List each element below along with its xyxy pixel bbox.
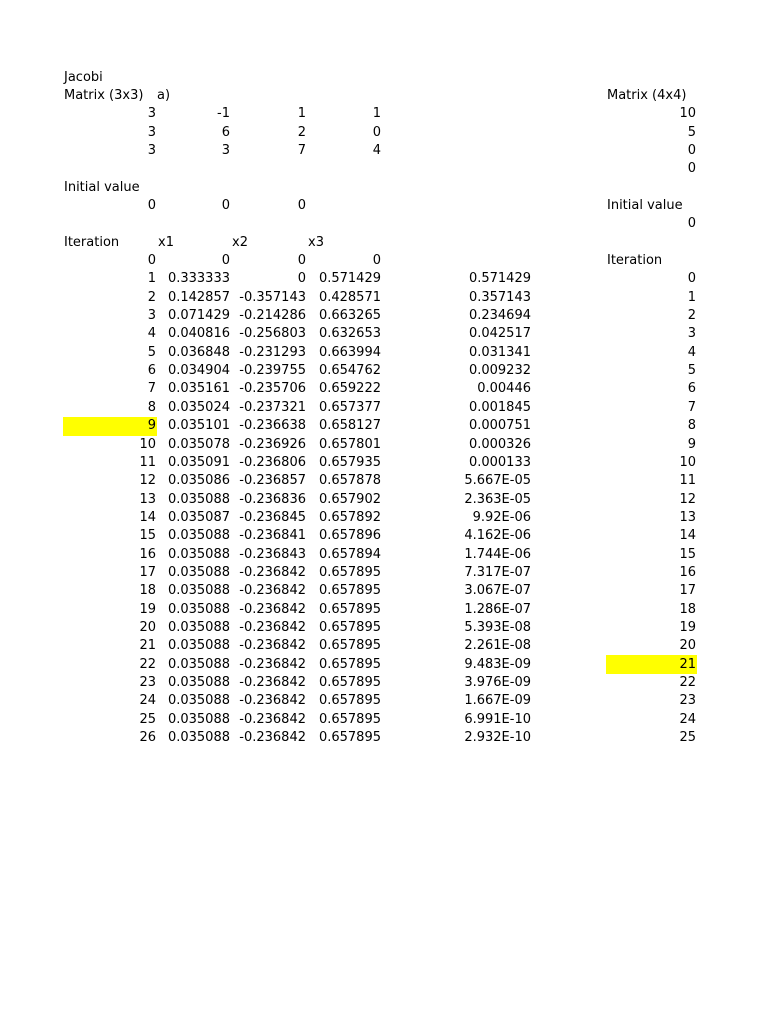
row-21-x1: 0.035088 bbox=[167, 638, 230, 654]
row-19-iteration: 19 bbox=[139, 601, 156, 617]
row-22-x1: 0.035088 bbox=[167, 656, 230, 672]
row-1-x1: 0.333333 bbox=[167, 271, 230, 287]
row-19-error: 1.286E-07 bbox=[464, 601, 531, 617]
right-iteration-21: 21 bbox=[679, 656, 696, 672]
right-iteration-5: 5 bbox=[687, 363, 696, 379]
row-5-iteration: 5 bbox=[147, 344, 156, 360]
right-iteration-24: 24 bbox=[679, 711, 696, 727]
row-26-x1: 0.035088 bbox=[167, 730, 230, 746]
right-iteration-19: 19 bbox=[679, 620, 696, 635]
row-21-x3: 0.657895 bbox=[318, 638, 381, 654]
row-5-x1: 0.036848 bbox=[167, 344, 230, 360]
row-18-x3: 0.657895 bbox=[318, 583, 381, 599]
row-23-x2: -0.236842 bbox=[239, 675, 306, 691]
matrix-cell-r1-c3: 1 bbox=[297, 106, 306, 122]
matrix-cell-r2-c3: 2 bbox=[297, 124, 306, 140]
row-7-x2: -0.235706 bbox=[239, 381, 306, 397]
header-x3: x3 bbox=[308, 234, 324, 250]
row-22-x3: 0.657895 bbox=[318, 656, 381, 672]
right-iteration-16: 16 bbox=[679, 564, 696, 580]
row-22-x2: -0.236842 bbox=[239, 656, 306, 672]
row-14-iteration: 14 bbox=[139, 509, 156, 525]
row-1-iteration: 1 bbox=[147, 271, 156, 287]
row-19-x1: 0.035088 bbox=[167, 601, 230, 617]
initial-value-label: Initial value bbox=[64, 179, 140, 195]
row-3-x2: -0.214286 bbox=[239, 308, 306, 324]
row-24-x1: 0.035088 bbox=[167, 693, 230, 709]
matrix-4x4-cell-1: 10 bbox=[679, 106, 696, 122]
row-6-error: 0.009232 bbox=[468, 363, 531, 379]
header-x2: x2 bbox=[232, 234, 248, 250]
row-3-iteration: 3 bbox=[147, 308, 156, 324]
row-5-error: 0.031341 bbox=[468, 344, 531, 360]
row-20-x2: -0.236842 bbox=[239, 620, 306, 635]
row-2-x1: 0.142857 bbox=[167, 289, 230, 305]
row-5-x3: 0.663994 bbox=[318, 344, 381, 360]
matrix-4x4-cell-4: 0 bbox=[687, 161, 696, 177]
matrix-cell-r2-c2: 6 bbox=[221, 124, 230, 140]
row-15-x1: 0.035088 bbox=[167, 528, 230, 544]
row-6-x2: -0.239755 bbox=[239, 363, 306, 379]
right-initial-label: Initial value bbox=[607, 197, 683, 213]
right-iteration-20: 20 bbox=[679, 638, 696, 654]
row-13-iteration: 13 bbox=[139, 491, 156, 507]
row-1-error: 0.571429 bbox=[468, 271, 531, 287]
row-10-x2: -0.236926 bbox=[239, 436, 306, 452]
row-8-x3: 0.657377 bbox=[318, 399, 381, 415]
row-11-error: 0.000133 bbox=[468, 454, 531, 470]
row-26-error: 2.932E-10 bbox=[464, 730, 531, 746]
row-12-x1: 0.035086 bbox=[167, 473, 230, 489]
row-25-error: 6.991E-10 bbox=[464, 711, 531, 727]
right-iteration-7: 7 bbox=[687, 399, 696, 415]
row-14-x1: 0.035087 bbox=[167, 509, 230, 525]
row-8-iteration: 8 bbox=[147, 399, 156, 415]
matrix-3x3-suffix: a) bbox=[157, 87, 171, 103]
row-4-x3: 0.632653 bbox=[318, 326, 381, 342]
row-5-x2: -0.231293 bbox=[239, 344, 306, 360]
row-11-x1: 0.035091 bbox=[167, 454, 230, 470]
row-26-x3: 0.657895 bbox=[318, 730, 381, 746]
matrix-4x4-label: Matrix (4x4) bbox=[607, 87, 687, 103]
row-24-iteration: 24 bbox=[139, 693, 156, 709]
row-16-x3: 0.657894 bbox=[318, 546, 381, 562]
row-25-x2: -0.236842 bbox=[239, 711, 306, 727]
row-12-iteration: 12 bbox=[139, 473, 156, 489]
row-2-iteration: 2 bbox=[147, 289, 156, 305]
row-25-iteration: 25 bbox=[139, 711, 156, 727]
row-6-x3: 0.654762 bbox=[318, 363, 381, 379]
row-15-x2: -0.236841 bbox=[239, 528, 306, 544]
row-9-iteration: 9 bbox=[147, 418, 156, 434]
row-3-error: 0.234694 bbox=[468, 308, 531, 324]
row-2-x3: 0.428571 bbox=[318, 289, 381, 305]
right-iteration-label: Iteration bbox=[607, 253, 663, 268]
right-iteration-11: 11 bbox=[679, 473, 696, 489]
row-23-error: 3.976E-09 bbox=[464, 675, 531, 691]
row-24-x3: 0.657895 bbox=[318, 693, 381, 709]
right-iteration-6: 6 bbox=[687, 381, 696, 397]
matrix-cell-r3-c2: 3 bbox=[221, 142, 230, 158]
row-25-x3: 0.657895 bbox=[318, 711, 381, 727]
row-9-x1: 0.035101 bbox=[167, 418, 230, 434]
row-25-x1: 0.035088 bbox=[167, 711, 230, 727]
initial-value-x1: 0 bbox=[147, 197, 156, 213]
row-26-iteration: 26 bbox=[139, 730, 156, 746]
row-16-error: 1.744E-06 bbox=[464, 546, 531, 562]
row-6-x1: 0.034904 bbox=[167, 363, 230, 379]
right-iteration-14: 14 bbox=[679, 528, 696, 544]
right-iteration-2: 2 bbox=[687, 308, 696, 324]
row-13-x1: 0.035088 bbox=[167, 491, 230, 507]
row-0-x3: 0 bbox=[372, 253, 381, 268]
row-8-x1: 0.035024 bbox=[167, 399, 230, 415]
right-iteration-13: 13 bbox=[679, 509, 696, 525]
right-iteration-17: 17 bbox=[679, 583, 696, 599]
row-23-iteration: 23 bbox=[139, 675, 156, 691]
right-initial-value: 0 bbox=[687, 216, 696, 232]
right-iteration-15: 15 bbox=[679, 546, 696, 562]
matrix-cell-r3-c1: 3 bbox=[147, 142, 156, 158]
row-11-x3: 0.657935 bbox=[318, 454, 381, 470]
row-26-x2: -0.236842 bbox=[239, 730, 306, 746]
row-10-x3: 0.657801 bbox=[318, 436, 381, 452]
row-12-x3: 0.657878 bbox=[318, 473, 381, 489]
row-20-iteration: 20 bbox=[139, 620, 156, 635]
row-2-x2: -0.357143 bbox=[239, 289, 306, 305]
row-7-iteration: 7 bbox=[147, 381, 156, 397]
row-13-error: 2.363E-05 bbox=[464, 491, 531, 507]
row-4-x2: -0.256803 bbox=[239, 326, 306, 342]
row-11-iteration: 11 bbox=[139, 454, 156, 470]
row-10-error: 0.000326 bbox=[468, 436, 531, 452]
row-2-error: 0.357143 bbox=[468, 289, 531, 305]
row-3-x1: 0.071429 bbox=[167, 308, 230, 324]
row-4-x1: 0.040816 bbox=[167, 326, 230, 342]
row-12-error: 5.667E-05 bbox=[464, 473, 531, 489]
matrix-cell-r1-c2: -1 bbox=[217, 106, 230, 122]
header-x1: x1 bbox=[158, 234, 174, 250]
row-7-error: 0.00446 bbox=[477, 381, 531, 397]
row-19-x2: -0.236842 bbox=[239, 601, 306, 617]
row-8-x2: -0.237321 bbox=[239, 399, 306, 415]
row-23-x3: 0.657895 bbox=[318, 675, 381, 691]
row-20-error: 5.393E-08 bbox=[464, 620, 531, 635]
right-iteration-10: 10 bbox=[679, 454, 696, 470]
row-1-x3: 0.571429 bbox=[318, 271, 381, 287]
right-iteration-12: 12 bbox=[679, 491, 696, 507]
row-18-error: 3.067E-07 bbox=[464, 583, 531, 599]
row-17-iteration: 17 bbox=[139, 564, 156, 580]
row-18-iteration: 18 bbox=[139, 583, 156, 599]
row-20-x1: 0.035088 bbox=[167, 620, 230, 635]
row-15-iteration: 15 bbox=[139, 528, 156, 544]
row-10-x1: 0.035078 bbox=[167, 436, 230, 452]
matrix-cell-r1-c1: 3 bbox=[147, 106, 156, 122]
row-13-x3: 0.657902 bbox=[318, 491, 381, 507]
row-21-error: 2.261E-08 bbox=[464, 638, 531, 654]
row-4-iteration: 4 bbox=[147, 326, 156, 342]
row-21-iteration: 21 bbox=[139, 638, 156, 654]
row-17-x1: 0.035088 bbox=[167, 564, 230, 580]
row-24-x2: -0.236842 bbox=[239, 693, 306, 709]
row-0-iteration: 0 bbox=[147, 253, 156, 268]
right-iteration-0: 0 bbox=[687, 271, 696, 287]
right-iteration-18: 18 bbox=[679, 601, 696, 617]
row-17-x3: 0.657895 bbox=[318, 564, 381, 580]
row-20-x3: 0.657895 bbox=[318, 620, 381, 635]
row-17-x2: -0.236842 bbox=[239, 564, 306, 580]
row-18-x2: -0.236842 bbox=[239, 583, 306, 599]
row-14-error: 9.92E-06 bbox=[472, 509, 531, 525]
sheet-title: Jacobi bbox=[64, 69, 103, 85]
matrix-3x3-label: Matrix (3x3) bbox=[64, 87, 144, 103]
row-9-error: 0.000751 bbox=[468, 418, 531, 434]
matrix-4x4-cell-2: 5 bbox=[687, 124, 696, 140]
row-17-error: 7.317E-07 bbox=[464, 564, 531, 580]
row-8-error: 0.001845 bbox=[468, 399, 531, 415]
row-13-x2: -0.236836 bbox=[239, 491, 306, 507]
row-23-x1: 0.035088 bbox=[167, 675, 230, 691]
row-21-x2: -0.236842 bbox=[239, 638, 306, 654]
row-24-error: 1.667E-09 bbox=[464, 693, 531, 709]
row-16-x1: 0.035088 bbox=[167, 546, 230, 562]
matrix-cell-r1-c4: 1 bbox=[372, 106, 381, 122]
row-4-error: 0.042517 bbox=[468, 326, 531, 342]
matrix-cell-r2-c1: 3 bbox=[147, 124, 156, 140]
right-iteration-1: 1 bbox=[687, 289, 696, 305]
matrix-4x4-cell-3: 0 bbox=[687, 142, 696, 158]
row-0-x2: 0 bbox=[297, 253, 306, 268]
initial-value-x3: 0 bbox=[297, 197, 306, 213]
right-iteration-9: 9 bbox=[687, 436, 696, 452]
row-18-x1: 0.035088 bbox=[167, 583, 230, 599]
row-11-x2: -0.236806 bbox=[239, 454, 306, 470]
row-22-error: 9.483E-09 bbox=[464, 656, 531, 672]
right-iteration-22: 22 bbox=[679, 675, 696, 691]
row-7-x1: 0.035161 bbox=[167, 381, 230, 397]
row-10-iteration: 10 bbox=[139, 436, 156, 452]
row-7-x3: 0.659222 bbox=[318, 381, 381, 397]
row-22-iteration: 22 bbox=[139, 656, 156, 672]
right-iteration-4: 4 bbox=[687, 344, 696, 360]
row-14-x2: -0.236845 bbox=[239, 509, 306, 525]
right-iteration-23: 23 bbox=[679, 693, 696, 709]
right-iteration-3: 3 bbox=[687, 326, 696, 342]
row-1-x2: 0 bbox=[297, 271, 306, 287]
right-iteration-25: 25 bbox=[679, 730, 696, 746]
matrix-cell-r2-c4: 0 bbox=[372, 124, 381, 140]
matrix-cell-r3-c3: 7 bbox=[297, 142, 306, 158]
row-6-iteration: 6 bbox=[147, 363, 156, 379]
row-16-x2: -0.236843 bbox=[239, 546, 306, 562]
row-9-x2: -0.236638 bbox=[239, 418, 306, 434]
row-15-x3: 0.657896 bbox=[318, 528, 381, 544]
right-iteration-8: 8 bbox=[687, 418, 696, 434]
row-15-error: 4.162E-06 bbox=[464, 528, 531, 544]
row-19-x3: 0.657895 bbox=[318, 601, 381, 617]
initial-value-x2: 0 bbox=[221, 197, 230, 213]
matrix-cell-r3-c4: 4 bbox=[372, 142, 381, 158]
header-iteration: Iteration bbox=[64, 234, 120, 250]
row-14-x3: 0.657892 bbox=[318, 509, 381, 525]
row-16-iteration: 16 bbox=[139, 546, 156, 562]
row-3-x3: 0.663265 bbox=[318, 308, 381, 324]
row-12-x2: -0.236857 bbox=[239, 473, 306, 489]
row-0-x1: 0 bbox=[221, 253, 230, 268]
row-9-x3: 0.658127 bbox=[318, 418, 381, 434]
